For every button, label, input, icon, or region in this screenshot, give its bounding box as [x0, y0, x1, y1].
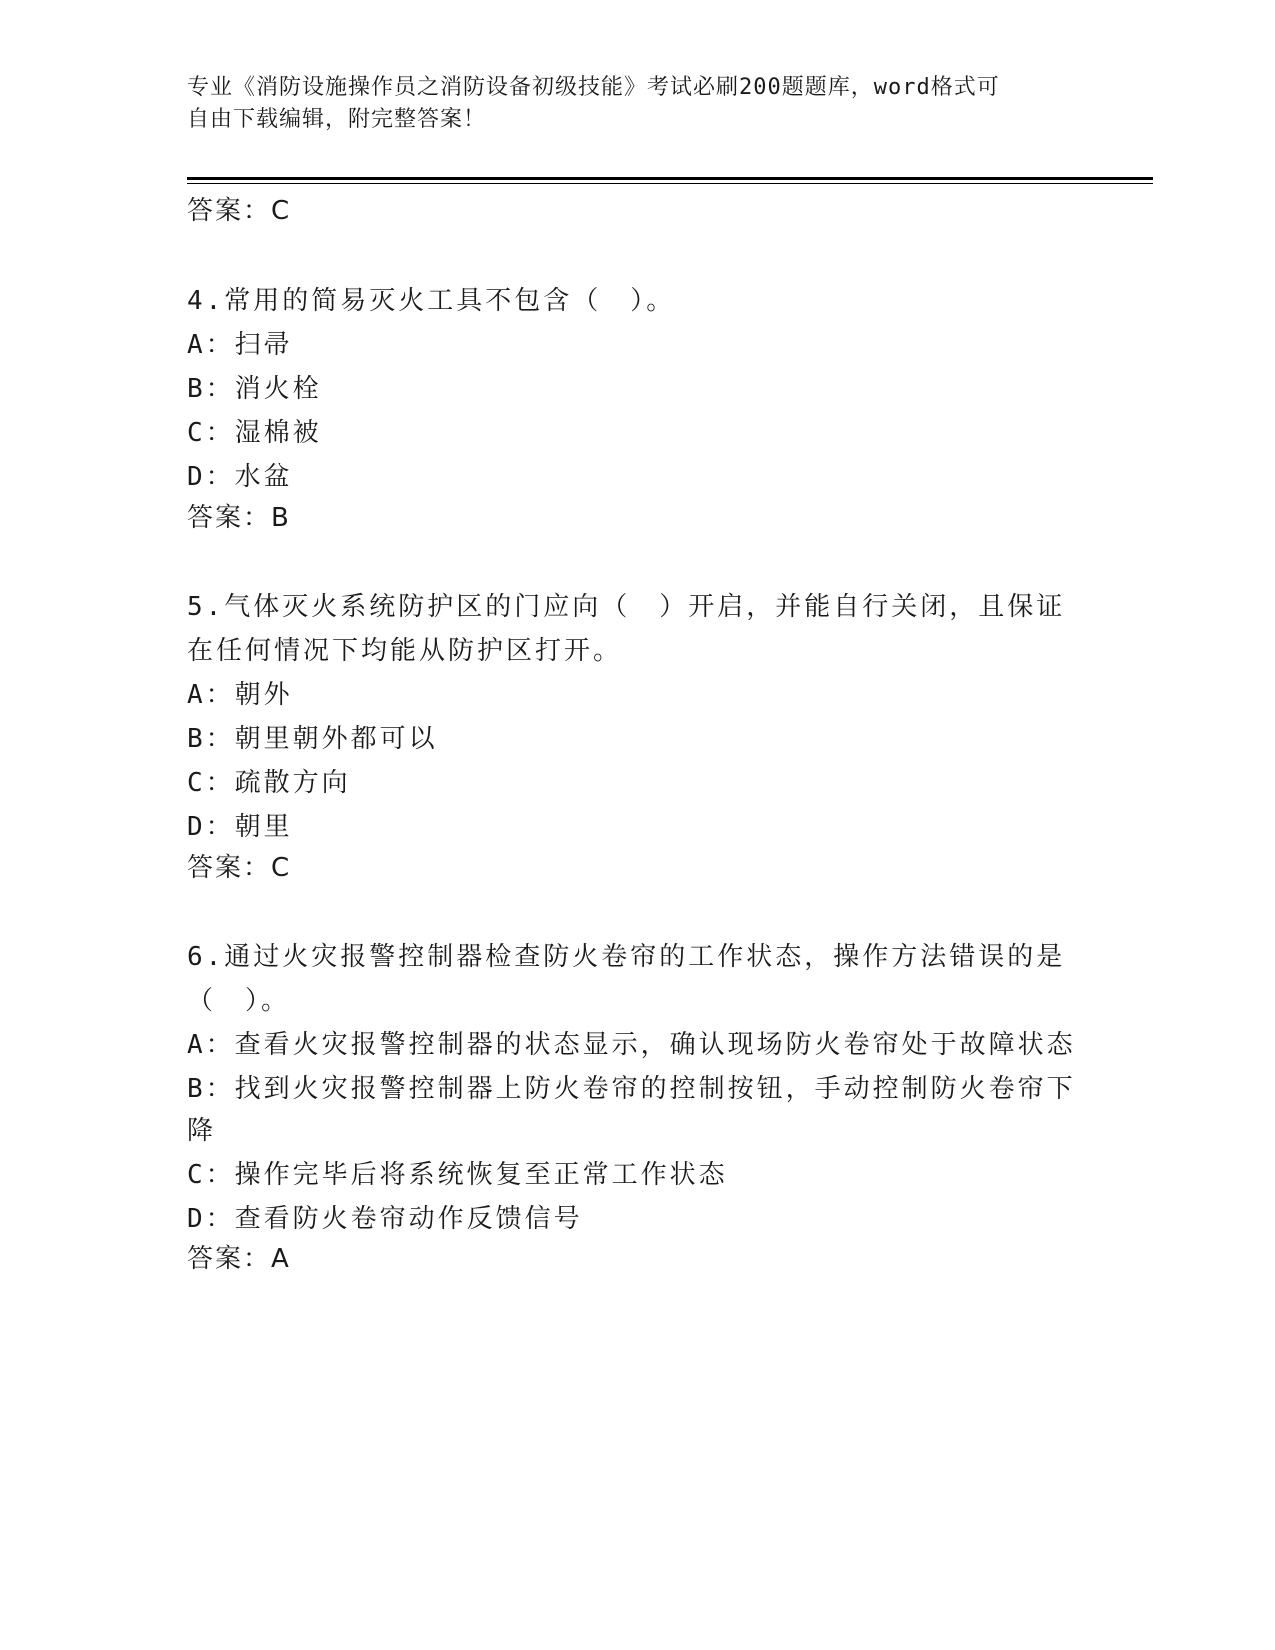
question-4-option-d: D：水盆 — [187, 462, 293, 492]
question-5-option-b: B：朝里朝外都可以 — [187, 724, 438, 754]
question-4-option-c: C：湿棉被 — [187, 418, 322, 448]
question-5-text-line-1: 5.气体灭火系统防护区的门应向（ ）开启，并能自行关闭，且保证 — [187, 592, 1066, 622]
question-4-text: 4.常用的简易灭火工具不包含（ ）。 — [187, 286, 676, 316]
question-6-option-a: A：查看火灾报警控制器的状态显示，确认现场防火卷帘处于故障状态 — [187, 1030, 1076, 1060]
header-line-2: 自由下载编辑，附完整答案！ — [187, 107, 487, 132]
question-5-option-a: A：朝外 — [187, 680, 293, 710]
question-5-option-d: D：朝里 — [187, 812, 293, 842]
header-rule-thick — [187, 177, 1153, 180]
question-6-text-line-1: 6.通过火灾报警控制器检查防火卷帘的工作状态，操作方法错误的是 — [187, 942, 1066, 972]
question-6-option-d: D：查看防火卷帘动作反馈信号 — [187, 1204, 583, 1234]
question-4-option-a: A：扫帚 — [187, 330, 293, 360]
question-5-option-c: C：疏散方向 — [187, 768, 351, 798]
question-4-answer: 答案：B — [187, 503, 291, 533]
header-line-1: 专业《消防设施操作员之消防设备初级技能》考试必刷200题题库，word格式可 — [187, 75, 1000, 100]
previous-answer: 答案：C — [187, 196, 292, 226]
header-rule-thin — [187, 183, 1153, 184]
question-5-text-line-2: 在任何情况下均能从防护区打开。 — [187, 636, 623, 666]
document-header — [187, 72, 1067, 136]
question-6-option-c: C：操作完毕后将系统恢复至正常工作状态 — [187, 1160, 728, 1190]
question-6-answer: 答案：A — [187, 1244, 291, 1274]
question-6-text-line-2: （ ）。 — [187, 986, 291, 1016]
question-6-option-b: B：找到火灾报警控制器上防火卷帘的控制按钮，手动控制防火卷帘下 — [187, 1074, 1076, 1104]
question-4-option-b: B：消火栓 — [187, 374, 322, 404]
question-5-answer: 答案：C — [187, 853, 292, 883]
question-6-option-b-continued: 降 — [187, 1116, 217, 1146]
